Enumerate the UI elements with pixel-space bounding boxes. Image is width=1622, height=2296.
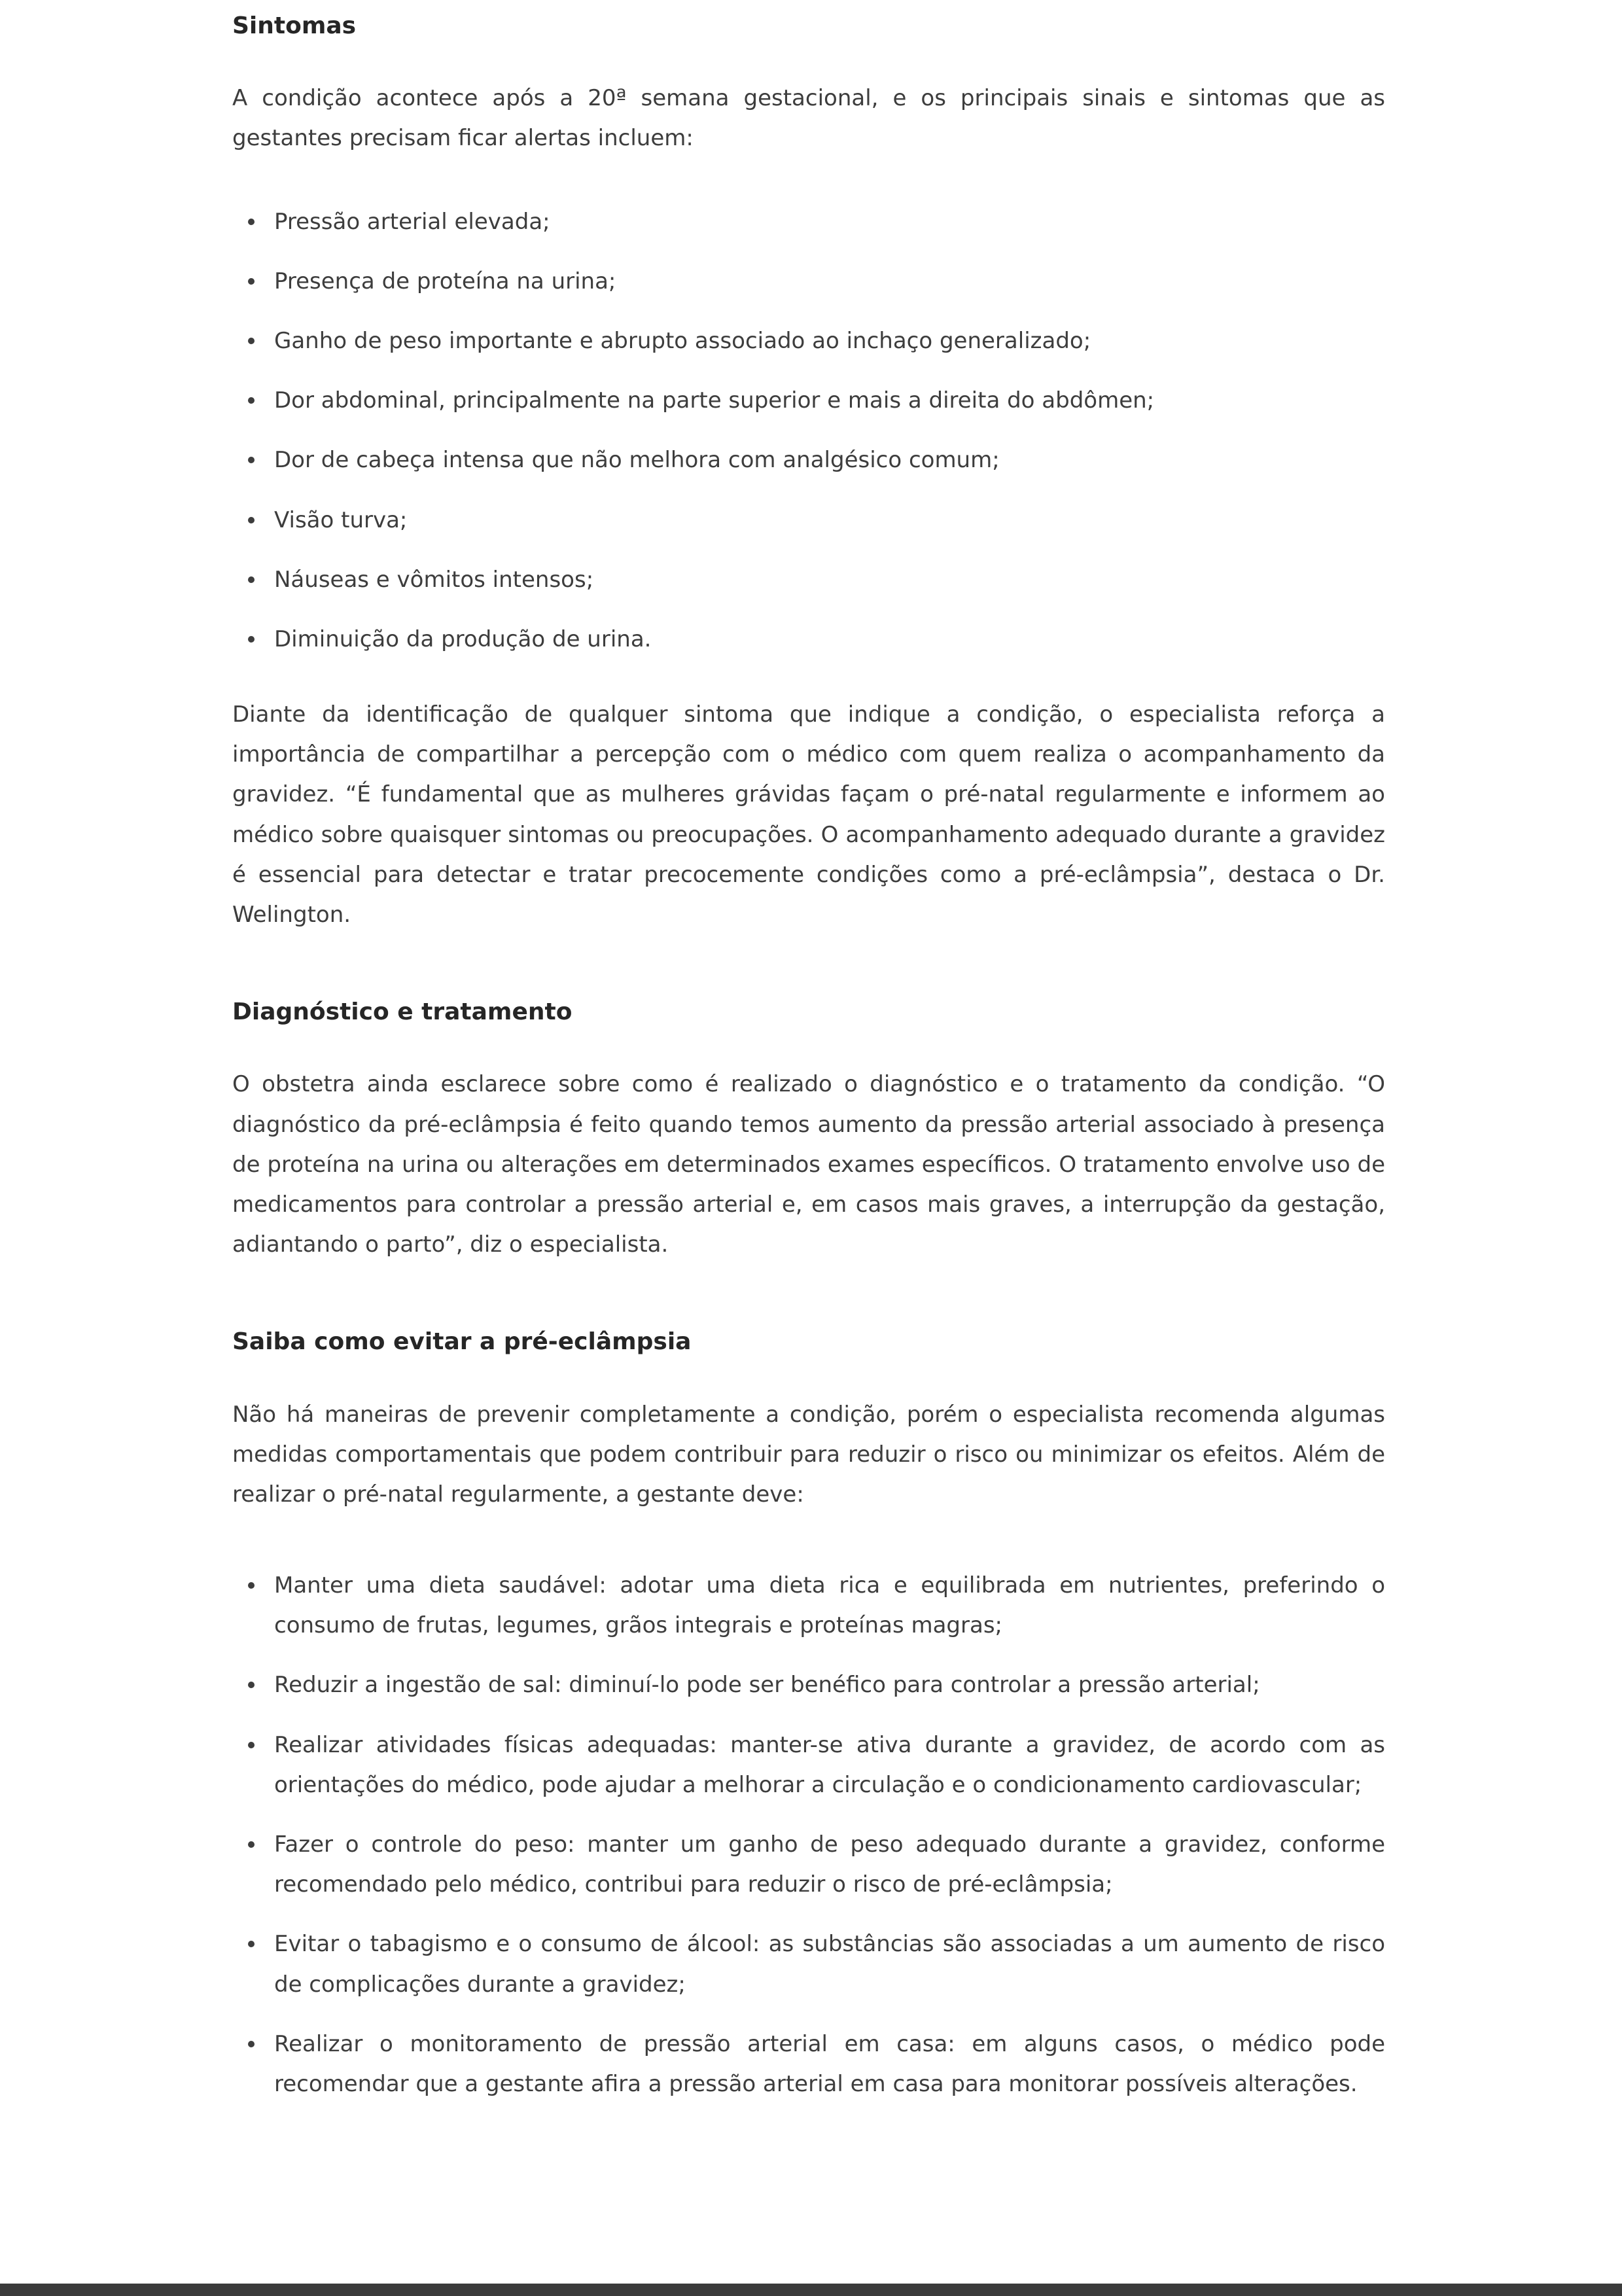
- prevention-item: Evitar o tabagismo e o consumo de álcool: as substâncias são associadas a um aumento de risco de complicações durante a gravidez;: [248, 1924, 1385, 2004]
- section-heading-symptoms: Sintomas: [232, 12, 357, 39]
- prevention-item: Realizar o monitoramento de pressão arterial em casa: em alguns casos, o médico pode recomendar que a gestante afira a pressão arterial em casa para monitorar possíveis alterações.: [248, 2024, 1385, 2104]
- symptom-item: Dor abdominal, principalmente na parte superior e mais a direita do abdômen;: [248, 381, 1385, 421]
- footer-bar: [0, 2284, 1622, 2296]
- symptom-item: Ganho de peso importante e abrupto associado ao inchaço generalizado;: [248, 321, 1385, 361]
- symptom-item: Pressão arterial elevada;: [248, 202, 1385, 242]
- symptom-item: Diminuição da produção de urina.: [248, 620, 1385, 660]
- symptoms-closing-paragraph: Diante da identificação de qualquer sintoma que indique a condição, o especialista reforça a importância de compartilhar a percepção com o médico com quem realiza o acompanhamento da gravidez. “É fundamental que as mulheres grávidas façam o pré-natal regularmente e informem ao médico sobre quaisquer sintomas ou preocupações. O acompanhamento adequado durante a gravidez é essencial para detectar e tratar precocemente condições como a pré-eclâmpsia”, destaca o Dr. Welington.: [232, 701, 1385, 928]
- prevention-item: Reduzir a ingestão de sal: diminuí-lo pode ser benéfico para controlar a pressão arterial;: [248, 1665, 1385, 1705]
- section-heading-diagnosis: Diagnóstico e tratamento: [232, 998, 573, 1026]
- symptom-item: Presença de proteína na urina;: [248, 262, 1385, 302]
- symptom-item: Visão turva;: [248, 501, 1385, 540]
- section-heading-prevention: Saiba como evitar a pré-eclâmpsia: [232, 1328, 692, 1356]
- symptom-item: Dor de cabeça intensa que não melhora com analgésico comum;: [248, 440, 1385, 480]
- symptoms-intro-paragraph: A condição acontece após a 20ª semana gestacional, e os principais sinais e sintomas que as gestantes precisam ficar alertas incluem:: [232, 85, 1385, 152]
- symptom-item: Náuseas e vômitos intensos;: [248, 560, 1385, 600]
- article-body: [232, 9, 1385, 2124]
- prevention-intro-paragraph: Não há maneiras de prevenir completamente a condição, porém o especialista recomenda algumas medidas comportamentais que podem contribuir para reduzir o risco ou minimizar os efeitos. Além de realizar o pré-natal regularmente, a gestante deve:: [232, 1401, 1385, 1508]
- prevention-item: Manter uma dieta saudável: adotar uma dieta rica e equilibrada em nutrientes, preferindo o consumo de frutas, legumes, grãos integrais e proteínas magras;: [248, 1566, 1385, 1646]
- prevention-list: [232, 1566, 1385, 2104]
- prevention-item: Fazer o controle do peso: manter um ganho de peso adequado durante a gravidez, conforme recomendado pelo médico, contribui para reduzir o risco de pré-eclâmpsia;: [248, 1825, 1385, 1905]
- symptoms-list: [232, 202, 1385, 660]
- prevention-item: Realizar atividades físicas adequadas: manter-se ativa durante a gravidez, de acordo com as orientações do médico, pode ajudar a melhorar a circulação e o condicionamento cardiovascular;: [248, 1725, 1385, 1805]
- diagnosis-paragraph: O obstetra ainda esclarece sobre como é realizado o diagnóstico e o tratamento da condição. “O diagnóstico da pré-eclâmpsia é feito quando temos aumento da pressão arterial associado à presença de proteína na urina ou alterações em determinados exames específicos. O tratamento envolve uso de medicamentos para controlar a pressão arterial e, em casos mais graves, a interrupção da gestação, adiantando o parto”, diz o especialista.: [232, 1071, 1385, 1258]
